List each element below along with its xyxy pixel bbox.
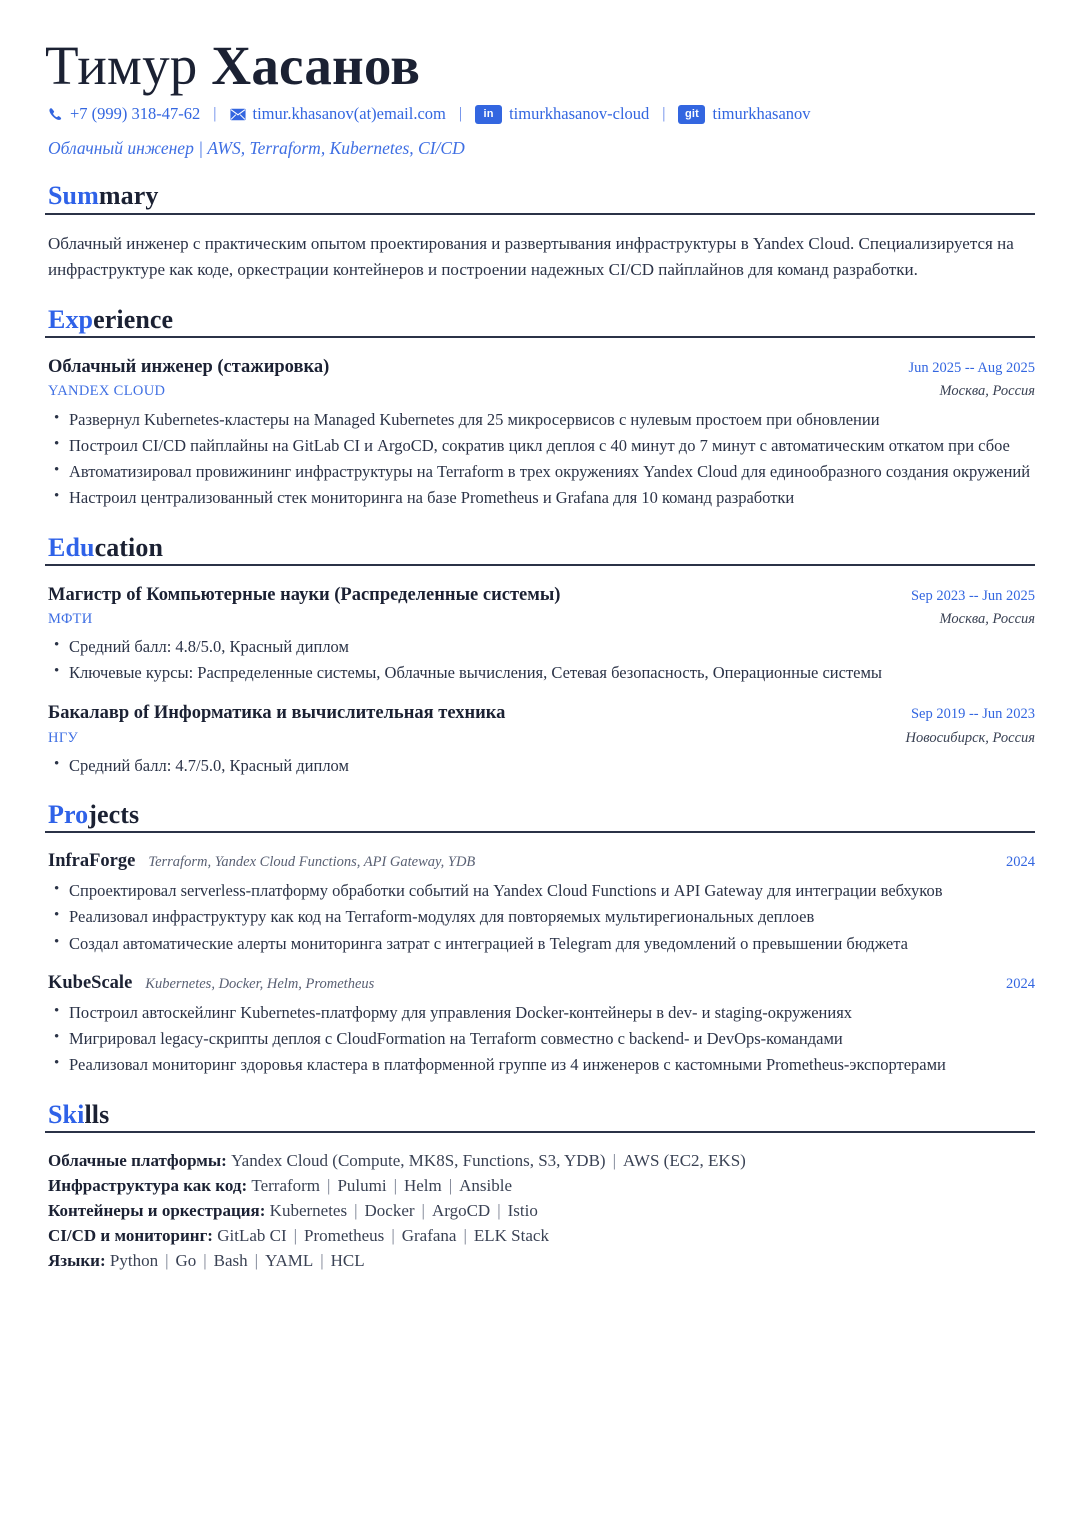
section-title-summary [48,181,1035,210]
skill-value: AWS (EC2, EKS) [623,1150,746,1170]
skill-category: Языки: [48,1250,106,1270]
project-stack: Kubernetes, Docker, Helm, Prometheus [145,975,375,992]
skill-value: Prometheus [304,1225,385,1245]
skill-value: ELK Stack [473,1225,549,1245]
linkedin-icon [475,105,502,124]
section-education [45,533,1035,778]
contact-label: +7 (999) 318-47-62 [70,104,201,124]
experience-entries [45,356,1035,510]
entry-subheader-row [45,729,1035,747]
project-header-row [45,851,1035,872]
contact-label: timurkhasanov-cloud [509,104,650,124]
first-name: Тимур [45,35,198,96]
entry [45,584,1035,686]
skill-separator: | [203,1250,207,1270]
section-experience [45,305,1035,510]
project-header-row [45,973,1035,994]
entry [45,356,1035,510]
skill-value: YAML [265,1250,314,1270]
skill-row [48,1149,1035,1174]
section-title-projects [48,800,1035,829]
git-icon [678,105,705,124]
section-rule [45,1131,1035,1133]
envelope-icon [230,108,246,121]
git-icon-badge: git [678,105,705,124]
skill-value: Yandex Cloud (Compute, MK8S, Functions, S3, YDB) [231,1150,606,1170]
skill-value: Python [109,1250,159,1270]
entry-header-row [45,584,1035,607]
skill-separator: | [354,1200,358,1220]
entry-organization: МФТИ [48,610,93,627]
project-name-stack [45,851,475,872]
entry-date: Jun 2025 -- Aug 2025 [908,360,1035,377]
bullet-list [45,754,1035,778]
skill-value: Grafana [401,1225,457,1245]
skill-rows [45,1149,1035,1274]
bullet-list [45,635,1035,686]
contact-separator: | [662,105,666,123]
entry-location: Москва, Россия [939,383,1035,400]
section-title-experience [48,305,1035,334]
section-rule [45,831,1035,833]
skill-value: Ansible [459,1175,513,1195]
contact-separator: | [213,105,217,123]
contact-linkedin[interactable] [475,104,649,124]
skill-value: GitLab CI [217,1225,287,1245]
bullet-item: • Настроил централизованный стек мониторинга на базе Prometheus и Grafana для 10 команд разработки [45,486,1035,510]
skill-category: Инфраструктура как код: [48,1175,248,1195]
skill-value: HCL [330,1250,365,1270]
skill-row [48,1224,1035,1249]
contact-git[interactable] [678,104,810,124]
project-year: 2024 [1006,975,1035,992]
bullet-item: • Мигрировал legacy-скрипты деплоя с CloudFormation на Terraform совместно с backend- и DevOps-командами [45,1027,1035,1051]
skill-row [48,1174,1035,1199]
entry-title: Магистр of Компьютерные науки (Распределенные системы) [48,584,561,605]
entry-organization: YANDEX CLOUD [48,383,166,400]
skill-separator: | [254,1250,259,1270]
skill-separator: | [165,1250,169,1270]
project-name: InfraForge [48,851,136,872]
phone-icon [48,107,63,122]
entry [45,702,1035,778]
section-title-rest: cation [94,532,164,562]
education-entries [45,584,1035,778]
bullet-item: • Спроектировал serverless-платформу обработки событий на Yandex Cloud Functions и API Gateway для интеграции вебхуков [45,879,1035,903]
skill-category: Контейнеры и оркестрация: [48,1200,266,1220]
skill-separator: | [320,1250,324,1270]
project-name-stack [45,973,374,994]
skill-separator: | [612,1150,616,1170]
skill-separator: | [421,1200,425,1220]
linkedin-icon-badge: in [475,105,502,124]
project-entry [45,973,1035,1078]
bullet-item: • Реализовал инфраструктуру как код на Terraform-модулях для повторяемых мультирегиональных деплоев [45,905,1035,929]
skill-category: Облачные платформы: [48,1150,227,1170]
skill-value: Docker [364,1200,415,1220]
skill-value: Bash [213,1250,248,1270]
skill-separator: | [393,1175,397,1195]
entry-title: Бакалавр of Информатика и вычислительная техника [48,703,506,724]
entry-header-row [45,702,1035,725]
entry-header-row [45,356,1035,379]
entry-date: Sep 2019 -- Jun 2023 [910,706,1035,723]
contact-line [48,104,1035,124]
skill-separator: | [448,1175,453,1195]
skill-value: Go [175,1250,197,1270]
skill-category: CI/CD и мониторинг: [48,1225,213,1245]
contact-separator: | [458,105,463,123]
bullet-list [45,879,1035,956]
section-title-rest: lls [84,1099,110,1129]
project-stack: Terraform, Yandex Cloud Functions, API Gateway, YDB [148,854,476,871]
bullet-item: • Средний балл: 4.8/5.0, Красный диплом [45,635,1035,659]
contact-phone[interactable] [48,104,200,124]
bullet-item: • Построил автоскейлинг Kubernetes-платформу для управления Docker-контейнеры в dev- и staging-окружениях [45,1001,1035,1025]
bullet-item: • Ключевые курсы: Распределенные системы, Облачные вычисления, Сетевая безопасность, Операционные системы [45,661,1035,685]
bullet-item: • Реализовал мониторинг здоровья кластера в платформенной группе из 4 инженеров с кастомными Prometheus-экспортерами [45,1053,1035,1077]
section-summary [45,181,1035,283]
skill-value: Pulumi [337,1175,387,1195]
project-name: KubeScale [48,972,133,993]
section-projects [45,800,1035,1078]
section-title-skills [48,1100,1035,1129]
bullet-item: • Построил CI/CD пайплайны на GitLab CI и ArgoCD, сократив цикл деплоя с 40 минут до 7 минут с автоматическим откатом при сбое [45,434,1035,458]
section-title-education [48,533,1035,562]
entry-location: Новосибирск, Россия [905,729,1035,746]
section-rule [45,336,1035,338]
tagline: Облачный инженер | AWS, Terraform, Kubernetes, CI/CD [48,138,465,159]
skill-separator: | [463,1225,467,1245]
contact-label: timur.khasanov(at)email.com [252,104,446,124]
contact-envelope[interactable] [230,104,446,124]
skill-separator: | [327,1175,331,1195]
entry-organization: НГУ [48,729,79,746]
bullet-list [45,1001,1035,1078]
entry-title: Облачный инженер (стажировка) [48,357,330,378]
summary-text: Облачный инженер с практическим опытом проектирования и развертывания инфраструктуры в Yandex Cloud. Специализируется на инфраструктуре как коде, оркестрации контейнеров и построении надежных CI/CD пайплайнов для команд разработки. [48,233,1014,279]
project-year: 2024 [1006,854,1035,871]
resume-header [45,36,1035,159]
entry-date: Sep 2023 -- Jun 2025 [910,587,1035,604]
skill-separator: | [497,1200,501,1220]
bullet-item: • Средний балл: 4.7/5.0, Красный диплом [45,754,1035,778]
section-title-highlight: Ski [48,1099,85,1129]
section-title-rest: jects [88,799,140,829]
section-rule [45,213,1035,215]
entry-location: Москва, Россия [939,610,1035,627]
bullet-item: • Создал автоматические алерты мониторинга затрат с интеграцией в Telegram для уведомлений о превышении бюджета [45,932,1035,956]
section-rule [45,564,1035,566]
entry-subheader-row [45,610,1035,628]
section-skills [45,1100,1035,1274]
section-title-highlight: Pro [48,799,89,829]
contact-label: timurkhasanov [712,104,811,124]
section-title-highlight: Edu [48,532,95,562]
section-title-rest: mary [98,181,159,211]
skill-separator: | [293,1225,298,1245]
bullet-item: • Развернул Kubernetes-кластеры на Managed Kubernetes для 25 микросервисов с нулевым простоем при обновлении [45,408,1035,432]
project-entry [45,851,1035,956]
last-name: Хасанов [211,35,421,96]
skill-row [48,1249,1035,1274]
section-title-rest: erience [93,305,174,335]
skill-row [48,1199,1035,1224]
skill-value: Kubernetes [269,1200,348,1220]
bullet-list [45,408,1035,511]
skill-value: Terraform [251,1175,321,1195]
bullet-item: • Автоматизировал провижининг инфраструктуры на Terraform в трех окружениях Yandex Cloud для единообразного создания окружений [45,460,1035,484]
skill-value: ArgoCD [431,1200,491,1220]
full-name [45,36,1035,95]
skill-separator: | [391,1225,395,1245]
skill-value: Istio [507,1200,538,1220]
project-entries [45,851,1035,1078]
skill-value: Helm [403,1175,442,1195]
section-title-highlight: Exp [48,305,94,335]
entry-subheader-row [45,382,1035,400]
section-title-highlight: Sum [48,181,99,211]
